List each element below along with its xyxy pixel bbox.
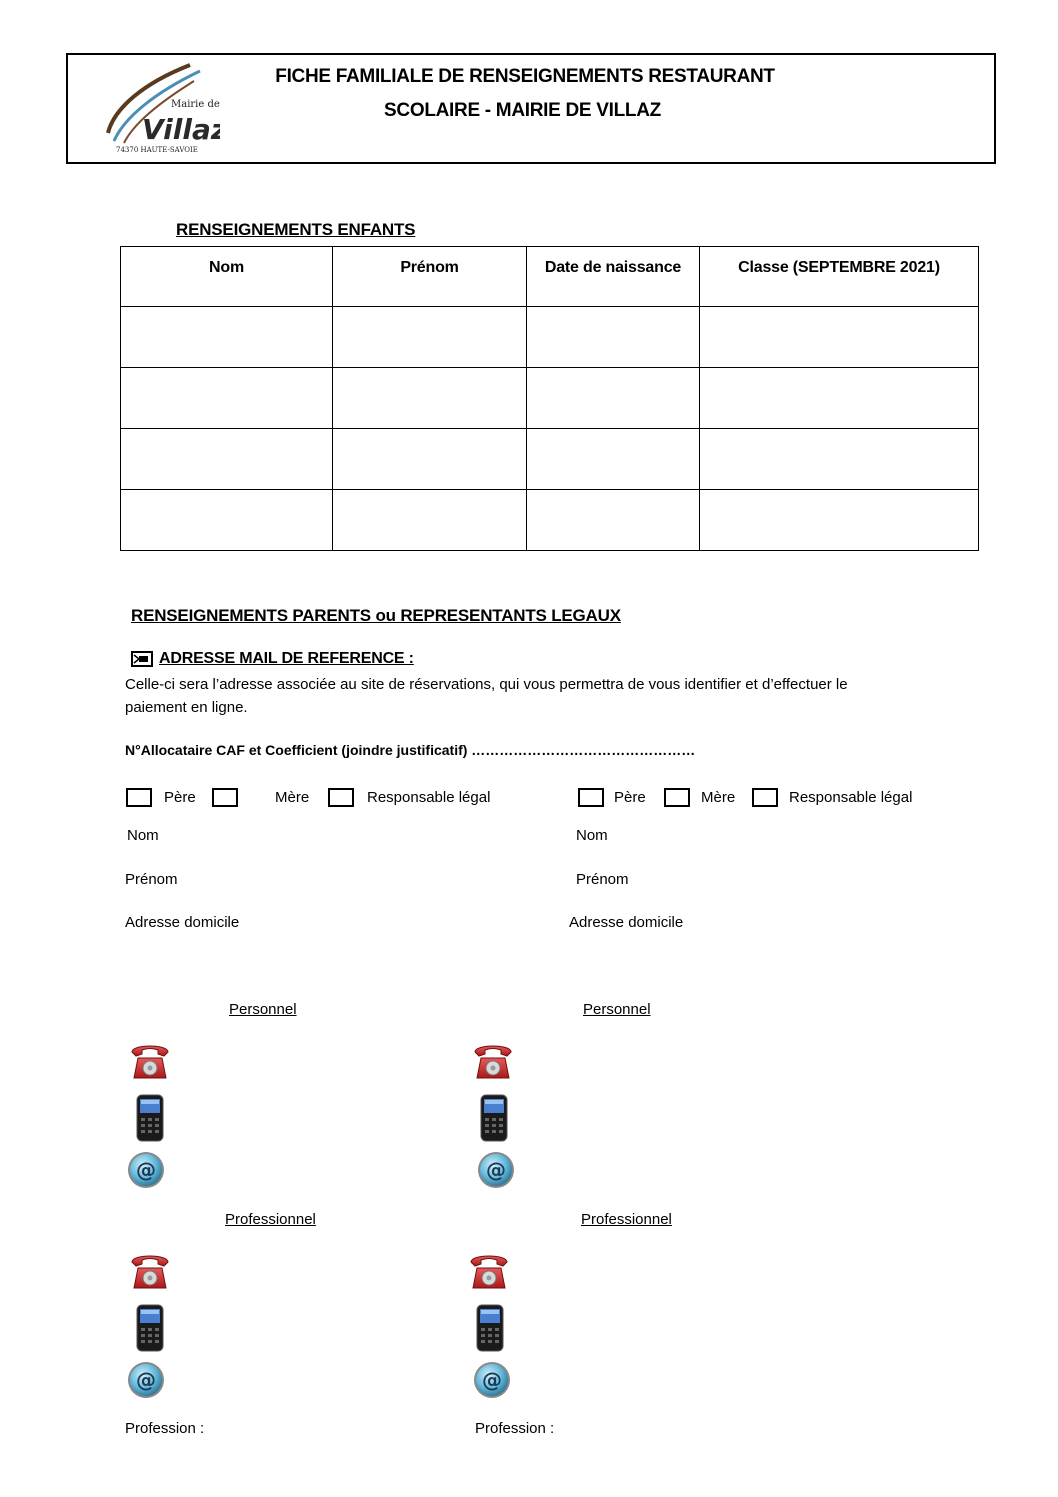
label-mere-2: Mère bbox=[701, 789, 736, 806]
table-row bbox=[121, 490, 979, 551]
cell-input[interactable] bbox=[121, 490, 333, 551]
email-ref-label: ADRESSE MAIL DE REFERENCE : bbox=[159, 650, 414, 667]
form-title-line2: SCOLAIRE - MAIRIE DE VILLAZ bbox=[384, 100, 661, 121]
cell-input[interactable] bbox=[700, 490, 979, 551]
adresse-label-1: Adresse domicile bbox=[125, 914, 240, 931]
svg-text:@: @ bbox=[136, 1158, 156, 1182]
checkbox-legal-2[interactable] bbox=[752, 788, 778, 807]
cell-input[interactable] bbox=[333, 429, 527, 490]
prenom-label-1: Prénom bbox=[125, 871, 178, 888]
professionnel-heading-2: Professionnel bbox=[581, 1211, 672, 1228]
cell-input[interactable] bbox=[700, 429, 979, 490]
table-row bbox=[121, 368, 979, 429]
label-pere-2: Père bbox=[614, 789, 646, 806]
phone-icon bbox=[128, 1038, 172, 1087]
form-title-line1: FICHE FAMILIALE DE RENSEIGNEMENTS RESTAURANT bbox=[275, 66, 775, 87]
cell-input[interactable] bbox=[527, 368, 700, 429]
cell-input[interactable] bbox=[700, 368, 979, 429]
table-header-row bbox=[121, 247, 979, 307]
cell-input[interactable] bbox=[700, 307, 979, 368]
phone-icon bbox=[467, 1248, 511, 1297]
label-legal-2: Responsable légal bbox=[789, 789, 913, 806]
prenom-label-2: Prénom bbox=[576, 871, 629, 888]
cell-input[interactable] bbox=[333, 307, 527, 368]
cell-input[interactable] bbox=[333, 368, 527, 429]
professionnel-heading-1: Professionnel bbox=[225, 1211, 316, 1228]
cell-input[interactable] bbox=[121, 429, 333, 490]
mobile-phone-icon bbox=[135, 1094, 165, 1147]
mobile-phone-icon bbox=[479, 1094, 509, 1147]
email-at-icon bbox=[126, 1150, 166, 1195]
checkbox-legal-1[interactable] bbox=[328, 788, 354, 807]
email-at-icon bbox=[472, 1360, 512, 1405]
cell-input[interactable] bbox=[527, 490, 700, 551]
parents-section-title: RENSEIGNEMENTS PARENTS ou REPRESENTANTS LEGAUX bbox=[131, 606, 621, 625]
checkbox-mere-1[interactable] bbox=[212, 788, 238, 807]
caf-line: N°Allocataire CAF et Coefficient (joindre justificatif) ………………………………………… bbox=[125, 742, 696, 758]
phone-icon bbox=[128, 1248, 172, 1297]
svg-text:Mairie de: Mairie de bbox=[171, 99, 220, 110]
svg-text:@: @ bbox=[486, 1158, 506, 1182]
children-table bbox=[120, 246, 979, 551]
adresse-label-2: Adresse domicile bbox=[569, 914, 684, 931]
checkbox-pere-1[interactable] bbox=[126, 788, 152, 807]
cell-input[interactable] bbox=[527, 429, 700, 490]
col-date-naissance: Date de naissance bbox=[527, 247, 700, 307]
email-at-icon bbox=[126, 1360, 166, 1405]
col-nom: Nom bbox=[121, 247, 333, 307]
svg-text:@: @ bbox=[482, 1368, 502, 1392]
label-pere-1: Père bbox=[164, 789, 196, 806]
children-section-title: RENSEIGNEMENTS ENFANTS bbox=[176, 220, 416, 239]
mobile-phone-icon bbox=[135, 1304, 165, 1357]
table-row bbox=[121, 429, 979, 490]
email-at-icon bbox=[476, 1150, 516, 1195]
mail-icon bbox=[131, 651, 153, 672]
checkbox-pere-2[interactable] bbox=[578, 788, 604, 807]
profession-label-2: Profession : bbox=[475, 1420, 555, 1437]
label-legal-1: Responsable légal bbox=[367, 789, 491, 806]
email-note-line2: paiement en ligne. bbox=[125, 699, 248, 716]
label-mere-1: Mère bbox=[275, 789, 310, 806]
mobile-phone-icon bbox=[475, 1304, 505, 1357]
checkbox-mere-2[interactable] bbox=[664, 788, 690, 807]
phone-icon bbox=[471, 1038, 515, 1087]
cell-input[interactable] bbox=[333, 490, 527, 551]
cell-input[interactable] bbox=[121, 307, 333, 368]
svg-text:@: @ bbox=[136, 1368, 156, 1392]
table-row bbox=[121, 307, 979, 368]
email-note-line1: Celle-ci sera l’adresse associée au site de réservations, qui vous permettra de vous identifier et d’effectuer le bbox=[125, 676, 848, 693]
profession-label-1: Profession : bbox=[125, 1420, 205, 1437]
personnel-heading-1: Personnel bbox=[229, 1001, 297, 1018]
nom-label-2: Nom bbox=[576, 827, 608, 844]
nom-label-1: Nom bbox=[127, 827, 159, 844]
personnel-heading-2: Personnel bbox=[583, 1001, 651, 1018]
svg-text:74370 HAUTE-SAVOIE: 74370 HAUTE-SAVOIE bbox=[116, 146, 198, 154]
cell-input[interactable] bbox=[121, 368, 333, 429]
cell-input[interactable] bbox=[527, 307, 700, 368]
svg-text:Villaz: Villaz bbox=[142, 113, 220, 146]
col-prenom: Prénom bbox=[333, 247, 527, 307]
col-classe: Classe (SEPTEMBRE 2021) bbox=[700, 247, 979, 307]
